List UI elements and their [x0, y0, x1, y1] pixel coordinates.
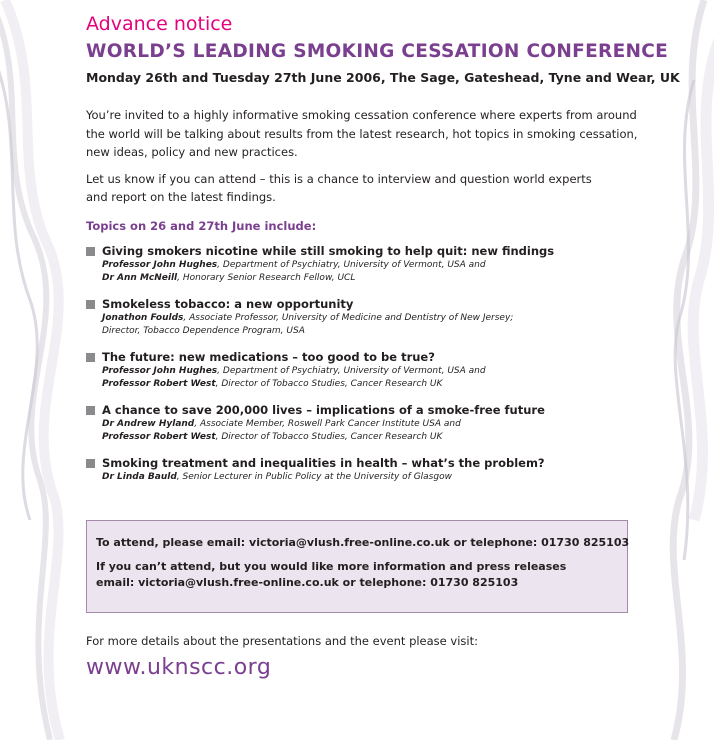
notice-content	[86, 12, 680, 484]
square-bullet-icon	[86, 459, 95, 468]
speaker-name: Professor Robert West	[102, 379, 216, 389]
conference-title: WORLD’S LEADING SMOKING CESSATION CONFERENCE	[86, 41, 669, 62]
speaker-name: Professor John Hughes	[102, 365, 218, 376]
speaker-affiliation: , Senior Lecturer in Public Policy at the University of Glasgow	[176, 471, 452, 482]
topic-title: Smoking treatment and inequalities in health – what’s the problem?	[102, 455, 545, 470]
attend-contact-line[interactable]: To attend, please email: victoria@vlush.free-online.co.uk or telephone: 01730 825103	[96, 536, 630, 549]
square-bullet-icon	[86, 353, 95, 362]
intro-paragraph	[86, 106, 646, 162]
speaker-affiliation: , Honorary Senior Research Fellow, UCL	[177, 273, 356, 283]
website-link[interactable]: www.uknscc.org	[86, 655, 272, 680]
square-bullet-icon	[86, 300, 95, 309]
speaker-line	[102, 418, 646, 432]
speaker-line	[102, 259, 646, 273]
speaker-affiliation: , Department of Psychiatry, University of Vermont, USA and	[217, 365, 486, 376]
topic-title: Giving smokers nicotine while still smoking to help quit: new findings	[102, 243, 555, 258]
topic-item	[86, 296, 646, 339]
intro-line: and report on the latest findings.	[86, 190, 276, 204]
speaker-line	[102, 325, 646, 339]
speaker-name: Dr Ann McNeill	[102, 273, 178, 283]
topic-list	[86, 243, 646, 485]
topic-item	[86, 243, 646, 286]
speaker-affiliation: , Department of Psychiatry, University of Vermont, USA and	[217, 259, 486, 270]
speaker-affiliation: , Director of Tobacco Studies, Cancer Research UK	[215, 379, 443, 389]
press-info-line: If you can’t attend, but you would like more information and press releases	[96, 560, 567, 573]
press-contact-line[interactable]: email: victoria@vlush.free-online.co.uk or telephone: 01730 825103	[96, 576, 519, 589]
speaker-line	[102, 378, 646, 392]
topics-heading: Topics on 26 and 27th June include:	[86, 218, 317, 233]
topic-item	[86, 402, 646, 445]
intro-line: the world will be talking about results from the latest research, hot topics in smoking cessation,	[86, 126, 638, 141]
speaker-name: Professor John Hughes	[102, 259, 218, 270]
attend-info-box	[86, 520, 628, 613]
speaker-affiliation: , Associate Professor, University of Medicine and Dentistry of New Jersey;	[183, 312, 514, 323]
topic-title: The future: new medications – too good to be true?	[102, 349, 435, 364]
topic-title: Smokeless tobacco: a new opportunity	[102, 296, 354, 311]
smoke-decoration-right	[644, 0, 714, 740]
smoke-decoration-left	[0, 0, 80, 740]
speaker-affiliation: Director, Tobacco Dependence Program, USA	[102, 326, 305, 336]
speaker-name: Jonathon Foulds	[102, 312, 184, 323]
speaker-name: Dr Andrew Hyland	[102, 418, 195, 429]
conference-dateline: Monday 26th and Tuesday 27th June 2006, The Sage, Gateshead, Tyne and Wear, UK	[86, 70, 680, 85]
speaker-affiliation: , Associate Member, Roswell Park Cancer Institute USA and	[194, 418, 461, 429]
intro-line: new ideas, policy and new practices.	[86, 145, 298, 159]
topic-item	[86, 455, 646, 485]
speaker-name: Professor Robert West	[102, 432, 216, 442]
topic-item	[86, 349, 646, 392]
square-bullet-icon	[86, 247, 95, 256]
more-details-text: For more details about the presentations and the event please visit:	[86, 634, 478, 648]
speaker-affiliation: , Director of Tobacco Studies, Cancer Research UK	[215, 432, 443, 442]
attend-invite-paragraph	[86, 170, 646, 207]
speaker-line	[102, 365, 646, 379]
square-bullet-icon	[86, 406, 95, 415]
intro-line: You’re invited to a highly informative smoking cessation conference where experts from around	[86, 108, 637, 122]
speaker-line	[102, 471, 646, 485]
topic-title: A chance to save 200,000 lives – implications of a smoke-free future	[102, 402, 545, 417]
speaker-line	[102, 272, 646, 286]
advance-notice-label: Advance notice	[86, 13, 233, 35]
speaker-line	[102, 312, 646, 326]
speaker-line	[102, 431, 646, 445]
speaker-name: Dr Linda Bauld	[102, 471, 177, 482]
intro-line: Let us know if you can attend – this is a chance to interview and question world experts	[86, 171, 592, 186]
